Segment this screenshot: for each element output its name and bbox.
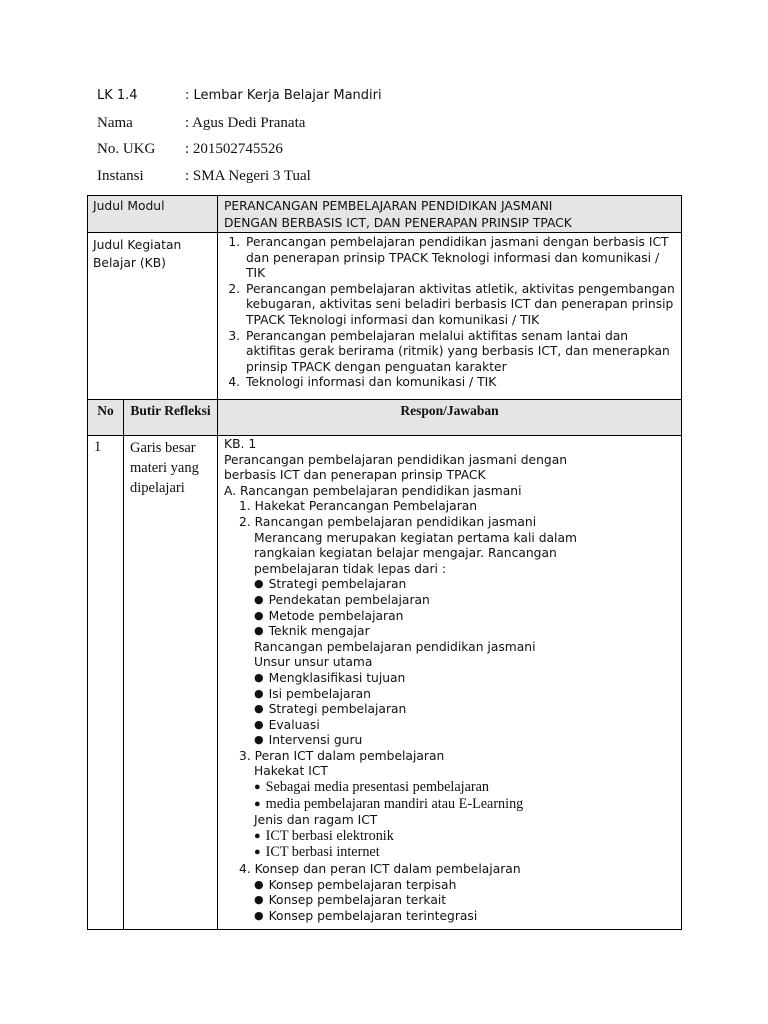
kegiatan-list	[218, 235, 677, 391]
list-item: ● Konsep pembelajaran terintegrasi	[224, 909, 681, 925]
header-value: : Lembar Kerja Belajar Mandiri	[185, 88, 382, 103]
header-key: LK 1.4	[97, 88, 138, 103]
header-no: No	[88, 400, 124, 436]
header-respon: Respon/Jawaban	[218, 400, 682, 436]
list-item: ● Konsep pembelajaran terkait	[224, 893, 681, 909]
header-key: No. UKG	[97, 141, 156, 157]
module-title-line1: PERANCANGAN PEMBELAJARAN PENDIDIKAN JASMANI	[224, 199, 553, 213]
list-item: ● ICT berbasi elektronik	[224, 829, 681, 846]
list-item: ● Strategi pembelajaran	[224, 577, 681, 593]
row-butir: Garis besar materi yang dipelajari	[124, 436, 218, 930]
kegiatan-list-cell	[218, 233, 682, 400]
row-respon	[218, 436, 682, 930]
header-value: : SMA Negeri 3 Tual	[185, 168, 311, 184]
point-1: 1. Hakekat Perancangan Pembelajaran	[239, 499, 478, 514]
point-2-subheading: Unsur unsur utama	[254, 655, 373, 670]
module-label: Judul Modul	[88, 196, 218, 233]
list-item: ● Mengklasifikasi tujuan	[224, 671, 681, 687]
point-3-subheading: Hakekat ICT	[254, 764, 328, 779]
kegiatan-item: 2. Perancangan pembelajaran aktivitas atletik, aktivitas pengembangan kebugaran, aktivitas seni beladiri berbasis ICT dan penerapan prinsip TPACK Teknologi informasi dan komunikasi / TIK	[244, 282, 677, 329]
header-key: Nama	[97, 115, 133, 131]
header-butir: Butir Refleksi	[124, 400, 218, 436]
module-row	[88, 196, 682, 233]
list-item: ● Metode pembelajaran	[224, 609, 681, 625]
kegiatan-item: 4. Teknologi informasi dan komunikasi / TIK	[244, 375, 677, 391]
point-2-text: rangkaian kegiatan belajar mengajar. Rancangan	[254, 546, 557, 561]
point-2-text: pembelajaran tidak lepas dari :	[254, 561, 447, 576]
point-2-subheading: Rancangan pembelajaran pendidikan jasmani	[254, 639, 536, 654]
point-2-text: Merancang merupakan kegiatan pertama kali dalam	[254, 530, 577, 545]
list-item: ● Konsep pembelajaran terpisah	[224, 878, 681, 894]
row-number: 1	[88, 436, 124, 930]
header-value: : 201502745526	[185, 141, 283, 157]
list-item: ● media pembelajaran mandiri atau E-Learning	[224, 797, 681, 814]
header-key: Instansi	[97, 168, 144, 184]
list-item: ● ICT berbasi internet	[224, 845, 681, 862]
point-4: 4. Konsep dan peran ICT dalam pembelajaran	[239, 862, 521, 877]
header-value: : Agus Dedi Pranata	[185, 115, 306, 131]
point-2: 2. Rancangan pembelajaran pendidikan jasmani	[239, 514, 537, 529]
section-a: A. Rancangan pembelajaran pendidikan jasmani	[224, 483, 522, 498]
point-3-subheading: Jenis dan ragam ICT	[254, 813, 378, 828]
table-header-row	[88, 400, 682, 436]
list-item: ● Teknik mengajar	[224, 624, 681, 640]
kegiatan-row	[88, 233, 682, 400]
intro-line: Perancangan pembelajaran pendidikan jasmani dengan	[224, 452, 568, 467]
list-item: ● Isi pembelajaran	[224, 687, 681, 703]
kegiatan-item: 1. Perancangan pembelajaran pendidikan jasmani dengan berbasis ICT dan penerapan prinsip TPACK Teknologi informasi dan komunikasi / TIK	[244, 235, 677, 282]
module-title	[218, 196, 682, 233]
worksheet-table	[87, 195, 682, 930]
list-item: ● Evaluasi	[224, 718, 681, 734]
list-item: ● Intervensi guru	[224, 733, 681, 749]
list-item: ● Strategi pembelajaran	[224, 702, 681, 718]
kb-title: KB. 1	[224, 437, 257, 451]
point-3: 3. Peran ICT dalam pembelajaran	[239, 748, 445, 763]
kegiatan-item: 3. Perancangan pembelajaran melalui aktifitas senam lantai dan aktifitas gerak berirama (ritmik) yang berbasis ICT, dan menerapkan prinsip TPACK dengan penguatan karakter	[244, 329, 677, 376]
intro-line: berbasis ICT dan penerapan prinsip TPACK	[224, 468, 486, 483]
list-item: ● Pendekatan pembelajaran	[224, 593, 681, 609]
module-title-line2: DENGAN BERBASIS ICT, DAN PENERAPAN PRINSIP TPACK	[224, 216, 572, 230]
table-row	[88, 436, 682, 930]
kegiatan-label: Judul Kegiatan Belajar (KB)	[88, 233, 218, 400]
list-item: ● Sebagai media presentasi pembelajaran	[224, 780, 681, 797]
